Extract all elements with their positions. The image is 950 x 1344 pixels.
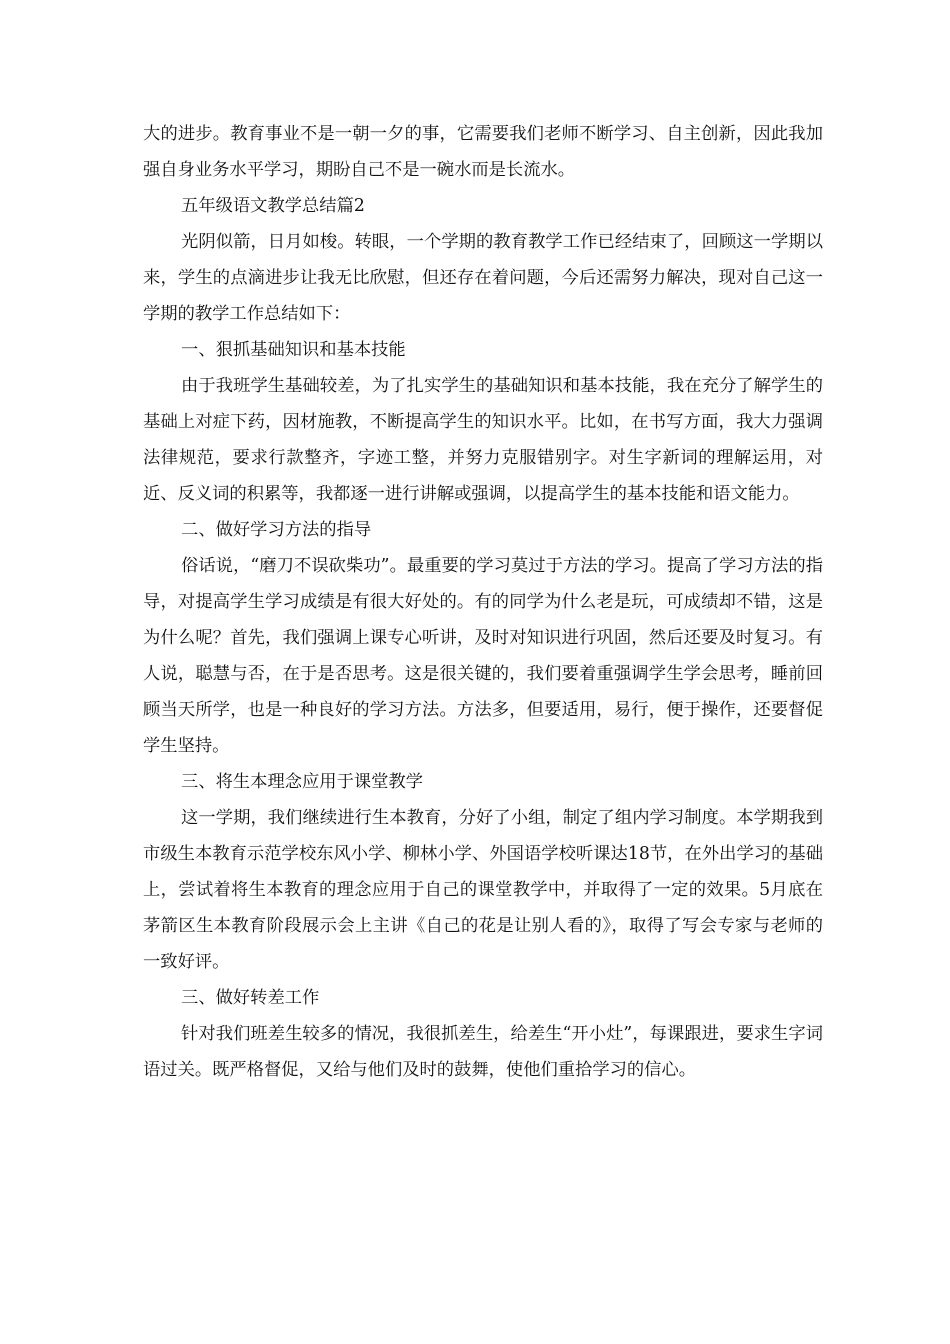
section-heading-2: 二、做好学习方法的指导 [181, 520, 372, 540]
section-heading-3: 三、将生本理念应用于课堂教学 [181, 772, 423, 792]
document-body [143, 116, 823, 1088]
intro-paragraph: 光阴似箭，日月如梭。转眼，一个学期的教育教学工作已经结束了，回顾这一学期以来，学生的点滴进步让我无比欣慰，但还存在着问题，今后还需努力解决，现对自己这一学期的教学工作总结如下： [143, 232, 823, 324]
section-paragraph-3: 这一学期，我们继续进行生本教育，分好了小组，制定了组内学习制度。本学期我到市级生本教育示范学校东风小学、柳林小学、外国语学校听课达18节，在外出学习的基础上，尝试着将生本教育的理念应用于自己的课堂教学中，并取得了一定的效果。5月底在茅箭区生本教育阶段展示会上主讲《自己的花是让别人看的》，取得了写会专家与老师的一致好评。 [143, 808, 823, 972]
continuation-paragraph: 大的进步。教育事业不是一朝一夕的事，它需要我们老师不断学习、自主创新，因此我加强自身业务水平学习，期盼自己不是一碗水而是长流水。 [143, 124, 823, 180]
section-heading-4: 三、做好转差工作 [181, 988, 320, 1008]
section-heading-1: 一、狠抓基础知识和基本技能 [181, 340, 406, 360]
section-paragraph-1: 由于我班学生基础较差，为了扎实学生的基础知识和基本技能，我在充分了解学生的基础上对症下药，因材施教，不断提高学生的知识水平。比如，在书写方面，我大力强调法律规范，要求行款整齐，字迹工整，并努力克服错别字。对生字新词的理解运用，对近、反义词的积累等，我都逐一进行讲解或强调，以提高学生的基本技能和语文能力。 [143, 376, 823, 504]
section-title: 五年级语文教学总结篇2 [181, 196, 365, 216]
section-paragraph-4: 针对我们班差生较多的情况，我很抓差生，给差生“开小灶”，每课跟进，要求生字词语过关。既严格督促，又给与他们及时的鼓舞，使他们重拾学习的信心。 [143, 1024, 823, 1080]
section-paragraph-2: 俗话说，“磨刀不误砍柴功”。最重要的学习莫过于方法的学习。提高了学习方法的指导，对提高学生学习成绩是有很大好处的。有的同学为什么老是玩，可成绩却不错，这是为什么呢？首先，我们强调上课专心听讲，及时对知识进行巩固，然后还要及时复习。有人说，聪慧与否，在于是否思考。这是很关键的，我们要着重强调学生学会思考，睡前回顾当天所学，也是一种良好的学习方法。方法多，但要适用，易行，便于操作，还要督促学生坚持。 [143, 556, 823, 756]
